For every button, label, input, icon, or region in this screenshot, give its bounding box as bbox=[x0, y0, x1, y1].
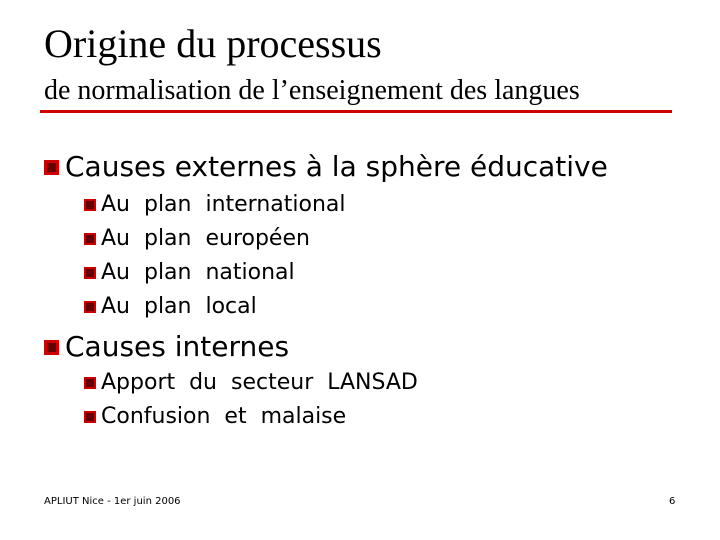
list-item-text: Au plan local bbox=[101, 294, 257, 319]
list-item bbox=[84, 403, 346, 431]
section-heading bbox=[44, 330, 289, 364]
square-bullet-icon bbox=[84, 233, 96, 245]
square-bullet-icon bbox=[84, 301, 96, 313]
section-heading-text: Causes externes à la sphère éducative bbox=[65, 150, 608, 183]
section-heading-text: Causes internes bbox=[65, 330, 290, 363]
square-bullet-icon bbox=[84, 411, 96, 423]
square-bullet-icon bbox=[84, 199, 96, 211]
list-item-text: Au plan européen bbox=[101, 226, 310, 251]
square-bullet-icon bbox=[84, 267, 96, 279]
square-bullet-icon bbox=[84, 377, 96, 389]
page-number: 6 bbox=[669, 496, 676, 507]
list-item bbox=[84, 191, 346, 219]
list-item-text: Au plan national bbox=[101, 260, 295, 285]
title-divider bbox=[40, 110, 672, 113]
list-item bbox=[84, 259, 295, 287]
list-item-text: Apport du secteur LANSAD bbox=[101, 370, 418, 395]
section-heading bbox=[44, 150, 608, 184]
slide-title: Origine du processus bbox=[44, 21, 382, 66]
footer-text: APLIUT Nice - 1er juin 2006 bbox=[44, 496, 181, 507]
list-item bbox=[84, 369, 418, 397]
slide-subtitle: de normalisation de l’enseignement des langues bbox=[44, 75, 580, 106]
list-item-text: Confusion et malaise bbox=[101, 404, 347, 429]
list-item-text: Au plan international bbox=[101, 192, 346, 217]
list-item bbox=[84, 293, 257, 321]
square-bullet-icon bbox=[44, 340, 59, 355]
list-item bbox=[84, 225, 310, 253]
square-bullet-icon bbox=[44, 160, 59, 175]
